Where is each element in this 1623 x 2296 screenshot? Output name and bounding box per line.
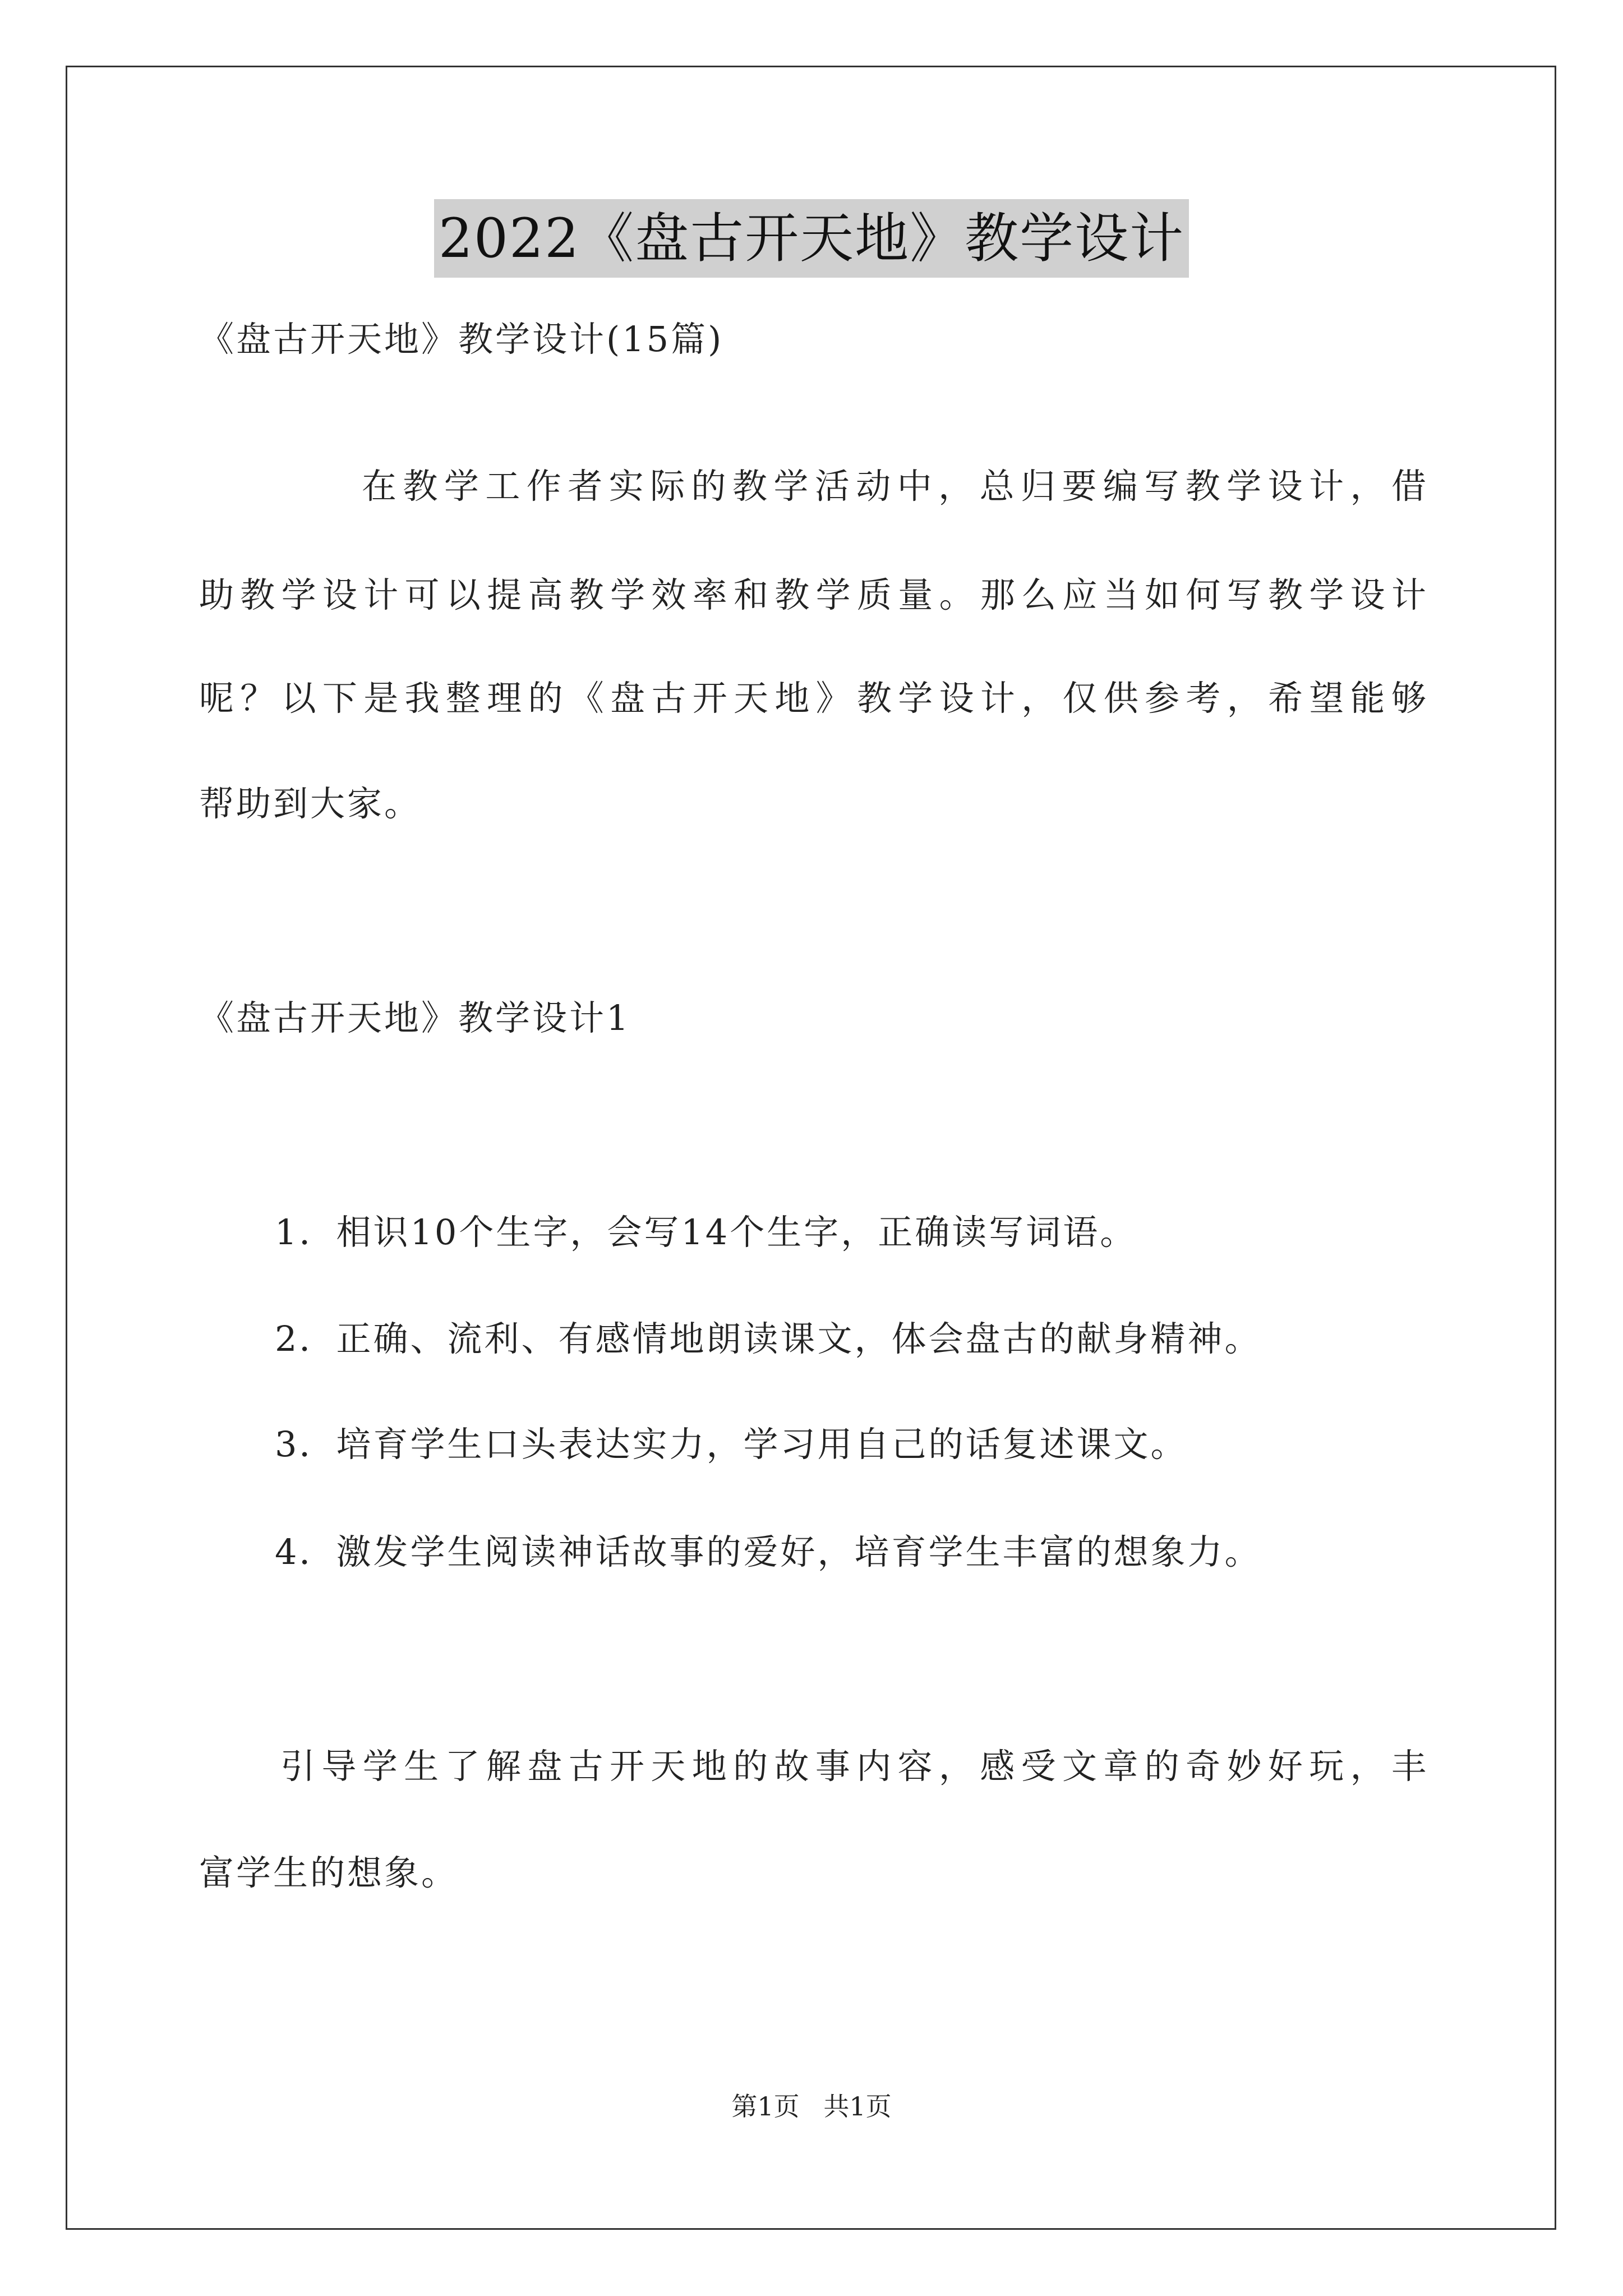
page-border bbox=[66, 66, 1556, 2230]
objective-item-2: 2．正确、流利、有感情地朗读课文，体会盘古的献身精神。 bbox=[275, 1318, 1262, 1359]
page-footer bbox=[0, 2090, 1623, 2123]
intro-line-3: 呢？以下是我整理的《盘古开天地》教学设计，仅供参考，希望能够 bbox=[199, 678, 1427, 719]
page-title: 2022《盘古开天地》教学设计 bbox=[434, 199, 1189, 278]
closing-line-1: 引导学生了解盘古开天地的故事内容，感受文章的奇妙好玩，丰 bbox=[280, 1746, 1427, 1787]
page-number-total: 共1页 bbox=[823, 2091, 892, 2122]
objective-item-1: 1．相识10个生字，会写14个生字，正确读写词语。 bbox=[275, 1212, 1137, 1253]
document-subtitle: 《盘古开天地》教学设计(15篇) bbox=[199, 319, 724, 360]
objective-item-3: 3．培育学生口头表达实力，学习用自己的话复述课文。 bbox=[275, 1424, 1188, 1465]
section-heading: 《盘古开天地》教学设计1 bbox=[199, 997, 631, 1038]
objective-item-4: 4．激发学生阅读神话故事的爱好，培育学生丰富的想象力。 bbox=[275, 1531, 1262, 1572]
closing-line-2: 富学生的想象。 bbox=[199, 1852, 459, 1893]
intro-line-2: 助教学设计可以提高教学效率和教学质量。那么应当如何写教学设计 bbox=[199, 574, 1427, 615]
page-number-current: 第1页 bbox=[731, 2091, 800, 2122]
intro-line-1: 在教学工作者实际的教学活动中，总归要编写教学设计，借 bbox=[362, 466, 1427, 507]
intro-line-4: 帮助到大家。 bbox=[199, 783, 422, 824]
title-container bbox=[0, 199, 1623, 278]
